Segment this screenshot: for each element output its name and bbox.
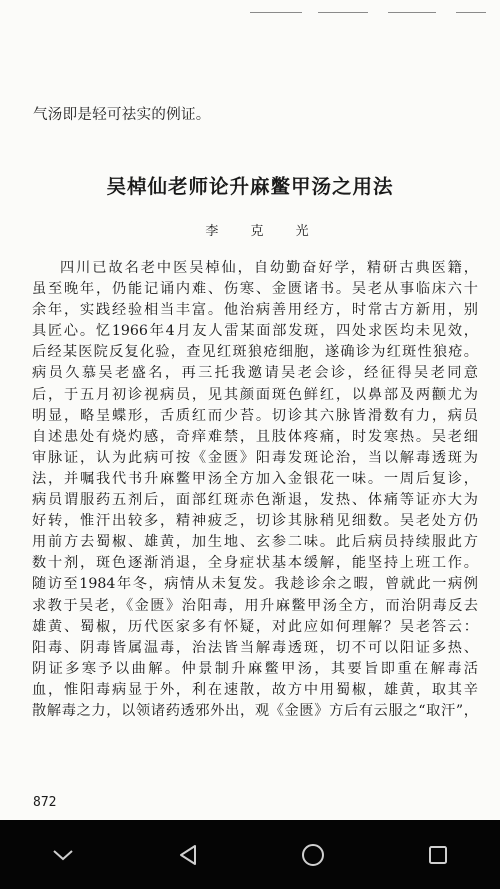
body-line: 四川已故名老中医吴棹仙，自幼勤奋好学，精研古典医籍， [60,260,478,276]
body-line: 审脉证，认为此病可按《金匮》阳毒发斑论治，当以解毒透斑为 [32,449,478,466]
square-recents-icon [426,843,450,867]
body-line: 明显，略呈蝶形，舌质红而少苔。切诊其六脉皆滑数有力，病员 [32,407,478,424]
body-line: 阴证多寒予以曲解。仲景制升麻鳖甲汤，其要旨即重在解毒活 [32,660,478,677]
body-line: 后经某医院反复化验，查见红斑狼疮细胞，遂确诊为红斑性狼疮。 [32,344,478,361]
body-line: 阳毒、阴毒皆属温毒，治法皆当解毒透斑，切不可以阳证多热、 [32,639,478,656]
body-line: 随访至1984年冬，病情从未复发。我趁诊余之暇，曾就此一病例 [32,576,478,593]
recents-button[interactable] [408,825,468,885]
body-line: 病员谓服药五剂后，面部红斑赤色渐退，发热、体痛等证亦大为 [32,492,478,509]
body-line: 后，于五月初诊视病员，见其颜面斑色鲜红，以鼻部及两颧尤为 [32,386,478,403]
article-title: 吴棹仙老师论升麻鳖甲汤之用法 [106,175,394,198]
body-line: 散解毒之力，以领诸药透邪外出，观《金匮》方后有云服之“取汗”， [32,702,478,719]
body-line: 具匠心。忆1966年4月友人雷某面部发斑，四处求医均未见效， [32,323,478,340]
body-line: 好转，惟汗出较多，精神疲乏，切诊其脉稍见细数。吴老处方仍 [32,513,478,530]
body-line: 雄黄、蜀椒，历代医家多有怀疑，对此应如何理解？吴老答云： [32,618,478,635]
circle-home-icon [300,842,326,868]
body-line: 虽至晚年，仍能记诵内难、伤寒、金匮诸书。吴老从事临床六十 [32,281,478,298]
body-line: 用前方去蜀椒、雄黄，加生地、玄参二味。此后病员持续服此方 [32,534,478,551]
article-body [32,258,478,722]
previous-section-ending: 气汤即是轻可祛实的例证。 [33,107,211,123]
back-button[interactable] [158,825,218,885]
page-number: 872 [33,795,57,810]
body-line: 数十剂，斑色逐渐消退，全身症状基本缓解，能坚持上班工作。 [32,555,478,572]
triangle-back-icon [176,843,200,867]
system-navigation-bar [0,820,500,889]
body-line: 法，并嘱我代书升麻鳖甲汤全方加入金银花一味。一周后复诊， [32,470,478,487]
body-line: 血，惟阳毒病显于外，利在速散，故方中用蜀椒，雄黄，取其辛 [32,681,478,698]
collapse-button[interactable] [33,825,93,885]
body-line: 自述患处有烧灼感，奇痒难禁，且肢体疼痛，时发寒热。吴老细 [32,428,478,445]
body-line: 求教于吴老，《金匮》治阳毒，用升麻鳖甲汤全方，而治阴毒反去 [32,597,478,614]
home-button[interactable] [283,825,343,885]
body-line: 病员久慕吴老盛名，再三托我邀请吴老会诊，经征得吴老同意 [32,365,478,382]
header-rules [250,12,490,14]
article-author: 李 克 光 [205,224,323,239]
body-line: 余年，实践经验相当丰富。他治病善用经方，时常古方新用，别 [32,302,478,319]
chevron-down-icon [51,847,75,863]
